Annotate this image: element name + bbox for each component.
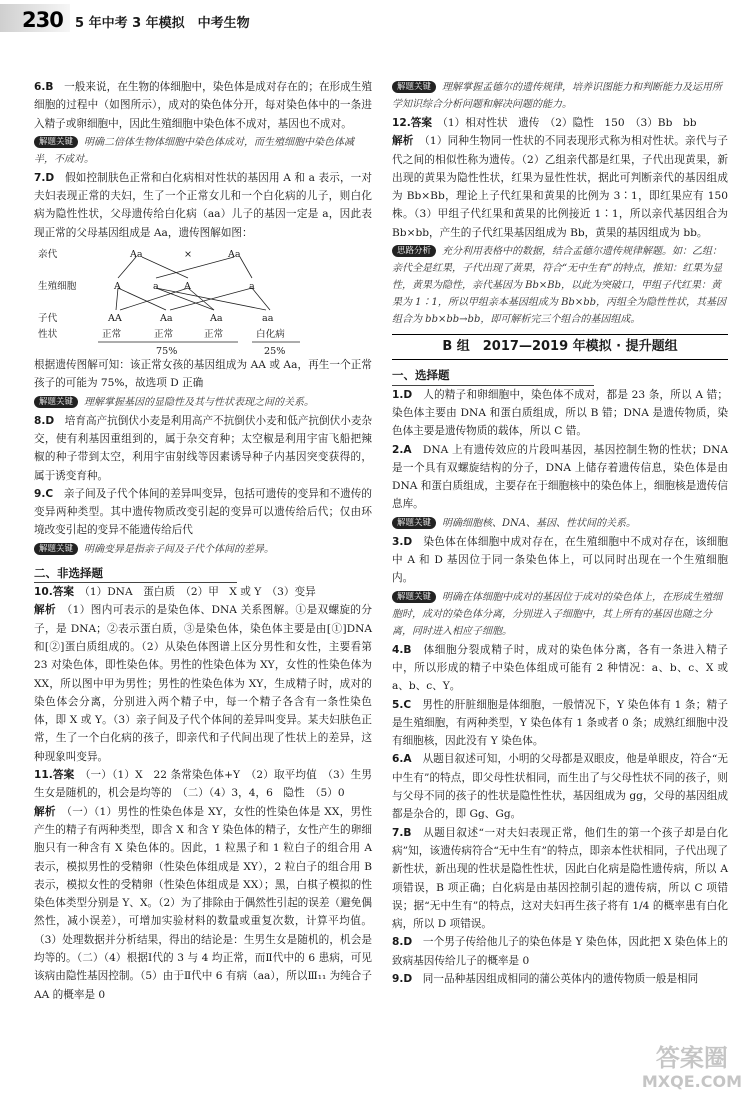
answer-label: 8.D: [34, 414, 55, 427]
explanation-12: [392, 132, 728, 242]
tip-badge: 解题关键: [34, 543, 78, 555]
trait-value: 白化病: [256, 329, 285, 341]
tip-text: 明确在体细胞中成对的基因位于成对的染色体上，在形成生殖细胞时，成对的染色体分离，分别进入子细胞中，其上所有的基因也随之分离，同时进入相应子细胞。: [392, 591, 723, 637]
tip-9: [34, 541, 372, 558]
gamete: A: [184, 281, 191, 293]
ratio-albino: 25%: [264, 346, 286, 358]
explanation-text: （1）同种生物同一性状的不同表现形式称为相对性状。亲代与子代之间的相似性称为遗传。（2）乙组亲代都是红果，子代出现黄果，新出现的黄果为隐性性状，红果为显性性状，据此可判断亲代的基因组成为 Bb×Bb，理论上子代红果和黄果的比例为 3∶1，即红果应有 150 株。（3）甲组子代红果和黄果的比例接近 1∶1，所以亲代基因组合为 Bb×bb，产生的子代红果基因组成为 Bb，黄果的基因组成为 bb。: [392, 135, 729, 239]
cross-symbol: ×: [184, 249, 193, 261]
answer-r7: [392, 824, 728, 934]
page-number: 230: [22, 8, 63, 32]
answer-label: 12.答案: [392, 117, 432, 129]
explanation-text: （1）图内可表示的是染色体、DNA 关系图解。①是双螺旋的分子，是 DNA；②表示蛋白质，③是染色体，染色体主要是由[①]DNA 和[②]蛋白质组成的。（2）从染色体图谱上区分男性和女性，主要看第 23 对染色体，即性染色体。男性的性染色体为 XY，女性的性染色体为 XX，所以图中甲为男性；男性的性染色体为 XY，生成精子时，成对的染色体会分离，分别进入两个精子中，每一个精子各含有一条性染色体，即 X 或 Y。（3）亲子间及子代个体间的差异叫变异。某夫妇肤色正常，生了一个白化病的孩子，即亲代和子代间出现了性状上的差异，这种现象叫变异。: [34, 604, 373, 763]
answer-text: 从题目叙述可知，小明的父母都是双眼皮，他是单眼皮，符合“无中生有”的特点，即父母性状相同，而生出了与父母性状不同的孩子，则与父母不同的孩子的性状是隐性性状，基因组成为 gg，父母的基因组成都是杂合的，即 Gg、Gg。: [392, 753, 728, 821]
label-offspring: 子代: [38, 313, 58, 325]
answer-label: 6.B: [34, 81, 54, 93]
answer-label: 9.D: [392, 972, 413, 985]
answer-8: [34, 412, 372, 485]
gamete: a: [153, 281, 159, 293]
answer-label: 6.A: [392, 753, 412, 766]
answer-9: [34, 485, 372, 540]
answer-text: （1）DNA 蛋白质 （2）甲 X 或 Y （3）变异: [84, 586, 316, 599]
answer-label: 1.D: [392, 388, 413, 401]
inheritance-diagram: [38, 244, 338, 356]
answer-label: 10.答案: [34, 586, 74, 599]
left-column: [34, 78, 372, 1004]
tip-r3: [392, 589, 728, 640]
answer-label: 11.答案: [34, 769, 75, 782]
answer-text: 男性的肝脏细胞是体细胞，一般情况下，Y 染色体有 1 条；精子是生殖细胞，有两种类型，Y 染色体有 1 条或者 0 条；成熟红细胞中没有细胞核，因此没有 Y 染色体。: [392, 698, 728, 748]
tip-6: [34, 134, 372, 168]
page-header: [0, 0, 750, 40]
answer-12: [392, 114, 728, 132]
answer-r6: [392, 750, 728, 823]
explanation-label: 解析: [34, 805, 56, 818]
tip-7: [34, 394, 372, 411]
answer-label: 3.D: [392, 535, 413, 548]
answer-label: 4.B: [392, 643, 412, 656]
answer-text: 一般来说，在生物的体细胞中，染色体是成对存在的；在形成生殖细胞的过程中（如图所示），成对的染色体分开，每对染色体中的一条进入精子或卵细胞中，因此生殖细胞中染色体不成对，基因也不成对。: [34, 81, 372, 130]
answer-r1: [392, 386, 728, 441]
tip-r2: [392, 515, 728, 532]
tip-badge: 解题关键: [34, 136, 78, 148]
answer-r2: [392, 441, 728, 514]
gamete: A: [114, 281, 121, 293]
offspring-genotype: AA: [108, 313, 122, 325]
answer-text: 染色体在体细胞中成对存在，在生殖细胞中不成对存在，该细胞中 A 和 D 基因位于同一条染色体上，可以同时出现在一个生殖细胞内。: [392, 535, 728, 585]
watermark-logo: [642, 1046, 742, 1094]
explanation-10: [34, 601, 372, 766]
tip-text: 明确变异是指亲子间及子代个体间的差异。: [84, 543, 275, 555]
group-b-heading: B 组 2017—2019 年模拟 · 提升题组: [392, 334, 728, 360]
watermark-line: 答案圈: [655, 1044, 728, 1072]
tip-11: [392, 79, 728, 113]
answer-label: 2.A: [392, 443, 412, 456]
answer-text: 同一品种基因组成相同的蒲公英体内的遗传物质一般是相同: [422, 972, 699, 985]
watermark-line: MXQE.COM: [641, 1072, 742, 1091]
tip-badge: 解题关键: [392, 591, 436, 603]
trait-value: 正常: [154, 329, 174, 341]
label-germ-cell: 生殖细胞: [38, 281, 77, 293]
tip-badge: 思路分析: [392, 245, 436, 257]
offspring-genotype: Aa: [210, 313, 223, 325]
tip-12: [392, 243, 728, 328]
answer-text: （一）（1）X 22 条常染色体+Y （2）取平均值 （3）生男生女是随机的，机会是均等的 （二）（4）3，4，6 隐性 （5）0: [34, 769, 372, 800]
trait-value: 正常: [102, 329, 122, 341]
tip-text: 明确细胞核、DNA、基因、性状间的关系。: [442, 517, 637, 529]
label-parent: 亲代: [38, 249, 58, 261]
parent-a: Aa: [130, 249, 143, 261]
ratio-normal: 75%: [156, 346, 178, 358]
tip-badge: 解题关键: [392, 517, 436, 529]
gamete: a: [249, 281, 255, 293]
answer-text: 从题目叙述“一对夫妇表现正常，他们生的第一个孩子却是白化病”知，该遗传病符合“无中生有”的特点，即亲本性状相同，子代出现了新性状，新出现的性状是隐性性状，因此白化病是隐性遗传病，所以 A 项错误，B 项正确；白化病是由基因控制引起的遗传病，所以 C 项错误；据“无中生有”的特点，这对夫妇再生孩子将有 1/4 的概率患有白化病，所以 D 项错误。: [392, 826, 728, 931]
explanation-label: 解析: [392, 135, 414, 148]
answer-text: 人的精子和卵细胞中，染色体不成对，都是 23 条，所以 A 错；染色体主要由 DNA 和蛋白质组成，所以 B 错；DNA 是遗传物质，染色体主要是遗传物质的载体，所以 C 错。: [392, 388, 728, 438]
answer-label: 7.B: [392, 826, 412, 839]
answer-6: [34, 78, 372, 133]
answer-text: DNA 上有遗传效应的片段叫基因，基因控制生物的性状；DNA 是一个具有双螺旋结构的分子，DNA 上储存着遗传信息，染色体是由 DNA 和蛋白质组成，主要存在于细胞核中的染色体上，细胞核是遗传信息库。: [392, 443, 728, 511]
answer-11: [34, 766, 372, 803]
offspring-genotype: Aa: [160, 313, 173, 325]
offspring-genotype: aa: [262, 313, 274, 325]
label-trait: 性状: [38, 329, 58, 341]
right-column: [392, 78, 728, 988]
answer-r4: [392, 641, 728, 696]
answer-7-continued: 根据遗传图解可知：该正常女孩的基因组成为 AA 或 Aa，再生一个正常孩子的可能为 75%，故选项 D 正确: [34, 359, 372, 390]
answer-text: 亲子间及子代个体间的差异叫变异，包括可遗传的变异和不遗传的变异两种类型。其中遗传物质改变引起的变异可以遗传给后代；仅由环境改变引起的变异不能遗传给后代: [34, 487, 373, 537]
book-title: 5 年中考 3 年模拟 中考生物: [75, 16, 250, 31]
answer-text: 假如控制肤色正常和白化病相对性状的基因用 A 和 a 表示，一对夫妇表现正常的夫妇，生了一个正常女儿和一个白化病的儿子，则白化病为隐性性状，父母遗传给白化病（aa）儿子的基因一定是 a，因此表现正常的父母基因组成是 Aa，遗传图解如图：: [34, 171, 372, 239]
tip-badge: 解题关键: [34, 396, 78, 408]
section-heading-choice: 一、选择题: [392, 366, 594, 385]
explanation-text: （一）（1）男性的性染色体是 XY，女性的性染色体是 XX，男性产生的精子有两种类型，即含 X 和含 Y 染色体的精子，女性产生的卵细胞只有一种含有 X 染色体的。因此，1 粒黑子和 1 粒白子的组合用 A 表示，模拟男性的受精卵（性染色体组成是 XY），2 粒白子的组合用 B 表示，模拟女性的受精卵（性染色体组成是 XX）；黑，白棋子模拟的性染色体类型分别是 Y、X。（2）为了排除由于偶然性引起的误差（避免偶然性，减小误差），可增加实验材料的数量或重复次数，计算平均值。（3）处理数据并分析结果，得出的结论是：生男生女是随机的，机会是均等的。（二）（4）根据Ⅰ代的 3 与 4 均正常，而Ⅱ代中的 6 患病，可见该病由隐性基因控制。（5）由于Ⅱ代中 6 有病（aa），所以Ⅲ₁₁ 为纯合子 AA 的概率是 0: [34, 805, 373, 1001]
tip-badge: 解题关键: [392, 81, 436, 93]
explanation-11: [34, 803, 372, 1004]
answer-text: 一个男子传给他儿子的染色体是 Y 染色体，因此把 X 染色体上的致病基因传给儿子的概率是 0: [392, 936, 728, 967]
trait-value: 正常: [204, 329, 224, 341]
tip-text: 理解掌握基因的显隐性及其与性状表现之间的关系。: [84, 396, 315, 408]
answer-r8: [392, 933, 728, 970]
answer-label: 8.D: [392, 936, 413, 949]
parent-b: Aa: [228, 249, 241, 261]
tip-text: 充分利用表格中的数据，结合孟德尔遗传规律解题。如：乙组：亲代全是红果，子代出现了黄果，符合“无中生有”的特点，推知：红果为显性，黄果为隐性，亲代基因为 Bb×Bb，以此为突破口，甲组子代红果：黄果为 1∶1，所以甲组亲本基因组成为 Bb×bb，丙组全为隐性性状，其基因组合为 bb×bb→bb，即可解析完三个组合的基因组成。: [392, 246, 727, 326]
tip-text: 理解掌握孟德尔的遗传规律，培养识图能力和判断能力及运用所学知识综合分析问题和解决问题的能力。: [392, 82, 723, 110]
explanation-label: 解析: [34, 604, 56, 617]
answer-r3: [392, 533, 728, 588]
answer-label: 9.C: [34, 487, 54, 500]
answer-r5: [392, 696, 728, 751]
tip-text: 明确二倍体生物体细胞中染色体成对，而生殖细胞中染色体减半，不成对。: [34, 136, 355, 165]
answer-text: 培育高产抗倒伏小麦是利用高产不抗倒伏小麦和低产抗倒伏小麦杂交，使有利基因重组到的，属于杂交育种；太空椒是利用宇宙飞船把辣椒的种子带到太空，利用宇宙射线等因素诱导种子内基因突变获得的，属于诱变育种。: [34, 414, 373, 482]
section-heading-nonchoice: 二、非选择题: [34, 564, 237, 583]
answer-text: （1）相对性状 遗传 （2）隐性 150 （3）Bb bb: [442, 117, 697, 129]
answer-text: 体细胞分裂成精子时，成对的染色体分离，各有一条进入精子中，所以形成的精子中染色体组成可能有 2 种情况：a、b、c、X 或 a、b、c、Y。: [392, 643, 728, 693]
answer-7: [34, 169, 372, 242]
answer-10: [34, 583, 372, 601]
answer-r9: [392, 970, 728, 988]
answer-label: 7.D: [34, 171, 55, 184]
answer-label: 5.C: [392, 698, 412, 711]
